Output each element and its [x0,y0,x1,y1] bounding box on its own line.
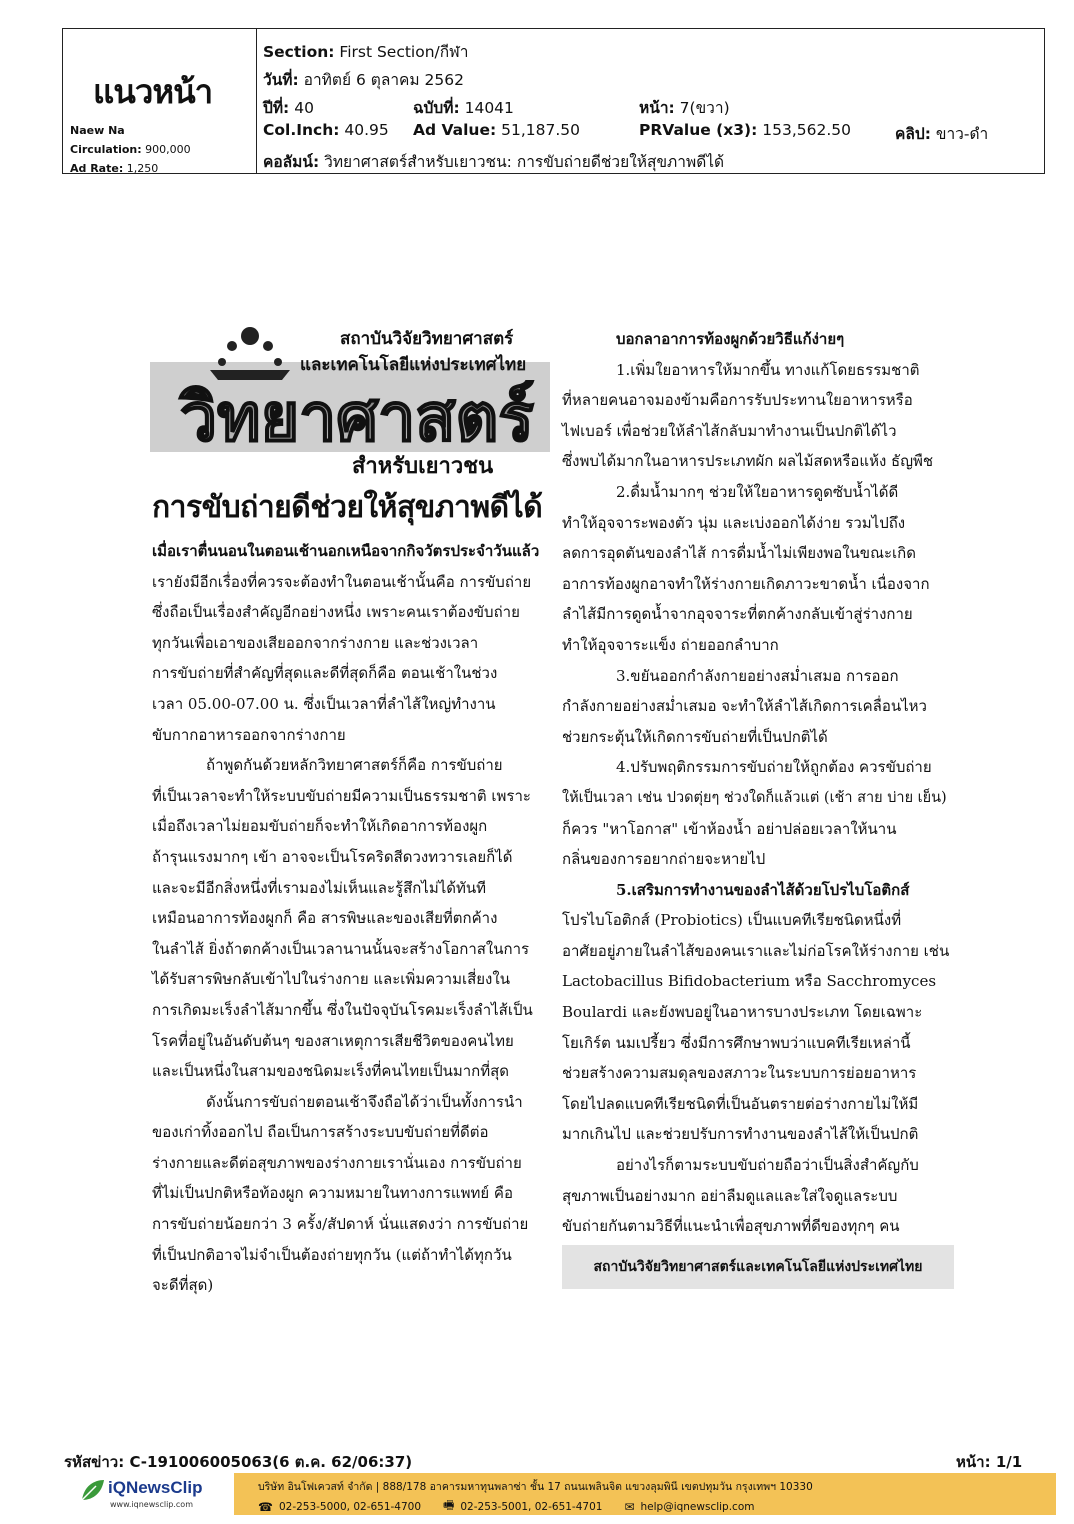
article-line: Boulardi และยังพบอยู่ในอาหารบางประเภท โดยเฉพาะ [562,1003,923,1022]
article-line: สุขภาพเป็นอย่างมาก อย่าลืมดูแลและใส่ใจดูแลระบบ [562,1186,898,1205]
ad-rate-label: Ad Rate: [70,162,124,175]
publication-box [63,29,257,173]
svg-text:และเทคโนโลยีแห่งประเทศไทย: และเทคโนโลยีแห่งประเทศไทย [300,355,527,375]
column-row [263,149,724,174]
article-line: Lactobacillus Bifidobacterium หรือ Sacchromyces [562,972,937,991]
article-line: ช่วยกระตุ้นให้เกิดการขับถ่ายที่เป็นปกติได้ [562,727,828,746]
article-line: เมื่อถึงเวลาไม่ยอมขับถ่ายก็จะทำให้เกิดอาการท้องผูก [152,817,488,836]
circulation-label: Circulation: [70,143,142,156]
article-line: โยเกิร์ต นมเปรี้ยว ซึ่งมีการศึกษาพบว่าแบคทีเรียเหล่านี้ [562,1033,911,1052]
news-code [64,1450,412,1474]
article-line: การเกิดมะเร็งลำไส้มากขึ้น ซึ่งในปัจจุบันโรคมะเร็งลำไส้เป็น [152,1000,533,1019]
article-line: ทุกวันเพื่อเอาของเสียออกจากร่างกาย และช่วงเวลา [152,633,479,652]
svg-text:วิทยาศาสตร์: วิทยาศาสตร์ [180,379,534,456]
article-line: และจะมีอีกสิ่งหนึ่งที่เรามองไม่เห็นและรู้สึกไม่ได้ทันที [152,878,487,897]
article-line: กำลังกายอย่างสม่ำเสมอ จะทำให้ลำไส้เกิดการเคลื่อนไหว [562,697,927,716]
article-line: ลดการอุดตันของลำไส้ การดื่มน้ำไม่เพียงพอในขณะเกิด [562,544,916,563]
article-line: ลำไส้มีการดูดน้ำจากอุจจาระที่ตกค้างกลับเข้าสู่ร่างกาย [562,605,913,624]
article-right-column [562,324,956,1242]
article-line: ซึ่งถือเป็นเรื่องสำคัญอีกอย่างหนึ่ง เพราะคนเราต้องขับถ่าย [152,603,520,622]
page-row [639,95,730,120]
date-label: วันที่: [263,71,299,89]
issue-value: 14041 [464,99,514,117]
news-code-time: (6 ต.ค. 62/06:37) [272,1453,413,1471]
article-headline: การขับถ่ายดีช่วยให้สุขภาพดีได้ [152,490,543,525]
article-line: 1.เพิ่มใยอาหารให้มากขึ้น ทางแก้โดยธรรมชาติ [616,360,920,379]
article-line: กลิ่นของการอยากถ่ายจะหายไป [562,850,766,869]
contact-bar [234,1473,1056,1515]
fax-icon: 🖷 [443,1498,455,1512]
footer-page-number [956,1450,1022,1474]
article-line: ถ้ารุนแรงมากๆ เข้า อาจจะเป็นโรคริดสีดวงทวารเลยก็ได้ [152,847,513,866]
date-value: อาทิตย์ 6 ตุลาคม 2562 [303,71,464,89]
article-line: ถ้าพูดกันด้วยหลักวิทยาศาสตร์ก็คือ การขับถ่าย [206,756,503,775]
article-line: อาการท้องผูกอาจทำให้ร่างกายเกิดภาวะขาดน้ำ เนื่องจาก [562,574,930,593]
article-line: เหมือนอาการท้องผูกก็ คือ สารพิษและของเสียที่ตกค้าง [152,909,498,928]
news-code-label: รหัสข่าว: [64,1453,125,1471]
phone-contact [258,1496,421,1517]
email-icon: ✉ [624,1499,635,1514]
article-line: เรายังมีอีกเรื่องที่ควรจะต้องทำในตอนเช้านั้นคือ การขับถ่าย [152,572,532,591]
article-line: โดยไปลดแบคทีเรียชนิดที่เป็นอันตรายต่อร่างกายไม่ให้มี [562,1094,919,1113]
article-line: ที่หลายคนอาจมองข้ามคือการรับประทานใยอาหารหรือ [562,391,913,410]
article-line: ในลำไส้ ยิ่งถ้าตกค้างเป็นเวลานานนั้นจะสร้างโอกาสในการ [152,939,530,958]
article-line: 5.เสริมการทำงานของลำไส้ด้วยโปรไบโอติกส์ [616,880,910,899]
clip-header [62,28,1045,174]
article-line: ทำให้อุจจาระพองตัว นุ่ม และเบ่งออกได้ง่าย รวมไปถึง [562,513,906,532]
article-line: 3.ขยันออกกำลังกายอย่างสม่ำเสมอ การออก [616,666,899,685]
colinch-row [263,121,389,139]
article-line: 4.ปรับพฤติกรรมการขับถ่ายให้ถูกต้อง ควรขับถ่าย [616,758,932,777]
article-line: เมื่อเราตื่นนอนในตอนเช้านอกเหนือจากกิจวัตรประจำวันแล้ว [152,542,540,560]
article-line: ให้เป็นเวลา เช่น ปวดตุ่ยๆ ช่วงใดก็แล้วแต่ (เช้า สาย บ่าย เย็น) [562,789,947,806]
footer-page-label: หน้า: [956,1453,991,1471]
page-value: 7(ขวา) [679,99,730,117]
circulation-value: 900,000 [145,143,191,156]
advalue-value: 51,187.50 [501,121,580,139]
newspaper-title: แนวหน้า [93,72,213,111]
fax-contact [443,1496,602,1517]
column-value: วิทยาศาสตร์สำหรับเยาวชน: การขับถ่ายดีช่วยให้สุขภาพดีได้ [324,153,725,171]
year-row [263,95,314,120]
article-line: ที่ไม่เป็นปกติหรือท้องผูก ความหมายในทางการแพทย์ คือ [152,1184,513,1203]
article-line: อาศัยอยู่ภายในลำไส้ของคนเราและไม่ก่อโรคให้ร่างกาย เช่น [562,941,950,960]
article-line: โรคที่อยู่ในอันดับต้นๆ ของสาเหตุการเสียชีวิตของคนไทย [152,1031,514,1050]
section-value: First Section/กีฬา [339,43,469,61]
paper-name-en: Naew Na [70,124,125,137]
column-subhead: สำหรับเยาวชน [352,454,494,479]
article-line: ขับถ่ายกันตามวิธีที่แนะนำเพื่อสุขภาพที่ดีของทุกๆ คน [562,1217,900,1236]
iqnewsclip-logo [76,1474,226,1514]
clip-row [895,121,988,146]
footer-page-value: 1/1 [995,1453,1023,1471]
article-line: จะดีที่สุด) [152,1276,214,1295]
brand-name: iQNewsClip [108,1478,203,1497]
article-line: ของเก่าทิ้งออกไป ถือเป็นการสร้างระบบขับถ่ายที่ดีต่อ [152,1123,489,1142]
email-value: help@iqnewsclip.com [640,1500,755,1513]
article-line: 2.ดื่มน้ำมากๆ ช่วยให้ใยอาหารดูดซับน้ำได้ดี [616,482,899,501]
article-line: โปรไบโอติกส์ (Probiotics) เป็นแบคทีเรียชนิดหนึ่งที่ [562,911,902,930]
advalue-row [413,121,580,139]
advalue-label: Ad Value: [413,121,497,139]
article-line: ขับกากอาหารออกจากร่างกาย [152,725,346,744]
article-line: การขับถ่ายที่สำคัญที่สุดและดีที่สุดก็คือ ตอนเช้าในช่วง [152,664,498,683]
section-label: Section: [263,43,335,61]
news-code-value: C-191006005063 [129,1453,273,1471]
article-line: ที่เป็นเวลาจะทำให้ระบบขับถ่ายมีความเป็นธรรมชาติ เพราะ [152,786,531,805]
article-line: ได้รับสารพิษกลับเข้าไปในร่างกาย และเพิ่มความเสี่ยงใน [152,970,510,989]
article-left-column [152,536,548,1301]
article-line: ช่วยสร้างความสมดุลของสภาวะในระบบการย่อยอาหาร [562,1064,917,1083]
publication-info [70,121,191,178]
contact-details [258,1496,755,1517]
issue-label: ฉบับที่: [413,99,460,117]
page-label: หน้า: [639,99,675,117]
colinch-value: 40.95 [344,121,389,139]
article-line: ซึ่งพบได้มากในอาหารประเภทผัก ผลไม้สดหรือแห้ง ธัญพืช [562,452,934,471]
issue-row [413,95,514,120]
phone-icon: ☎ [258,1499,273,1514]
ad-rate-value: 1,250 [126,162,159,175]
article-line: ทำให้อุจจาระแข็ง ถ่ายออกลำบาก [562,635,779,654]
article-line: บอกลาอาการท้องผูกด้วยวิธีแก้ง่ายๆ [616,330,845,348]
article-line: มากเกินไป และช่วยปรับการทำงานของลำไส้ให้เป็นปกติ [562,1125,919,1144]
article-line: ดังนั้นการขับถ่ายตอนเช้าจึงถือได้ว่าเป็นทั้งการนำ [206,1092,523,1111]
clip-label: คลิป: [895,125,931,143]
fax-value: 02-253-5001, 02-651-4701 [460,1500,603,1513]
year-label: ปีที่: [263,99,290,117]
prvalue-label: PRValue (x3): [639,121,758,139]
email-contact [624,1496,754,1517]
phone-value: 02-253-5000, 02-651-4700 [278,1500,422,1513]
leaf-icon [78,1476,106,1504]
article-credit: สถาบันวิจัยวิทยาศาสตร์และเทคโนโลยีแห่งประเทศไทย [562,1245,954,1289]
article-line: การขับถ่ายน้อยกว่า 3 ครั้ง/สัปดาห์ นั่นแสดงว่า การขับถ่าย [152,1215,529,1234]
article-line: และเป็นหนึ่งในสามของชนิดมะเร็งที่คนไทยเป็นมากที่สุด [152,1062,510,1081]
column-label: คอลัมน์: [263,153,320,171]
svg-text:สถาบันวิจัยวิทยาศาสตร์: สถาบันวิจัยวิทยาศาสตร์ [340,329,514,349]
colinch-label: Col.Inch: [263,121,340,139]
article-line: ร่างกายและดีต่อสุขภาพของร่างกายเรานั่นเอง การขับถ่าย [152,1153,522,1172]
article-line: ที่เป็นปกติอาจไม่จำเป็นต้องถ่ายทุกวัน (แต่ถ้าทำได้ทุกวัน [152,1245,512,1264]
prvalue-row [639,121,851,139]
company-address: บริษัท อินโฟเควสท์ จำกัด | 888/178 อาคารมหาทุนพลาซ่า ชั้น 17 ถนนเพลินจิต แขวงลุมพินี เขตปทุมวัน กรุงเทพฯ 10330 [258,1481,813,1493]
brand-url: www.iqnewsclip.com [110,1500,193,1509]
prvalue-value: 153,562.50 [762,121,851,139]
date-row [263,67,464,92]
article-line: อย่างไรก็ตามระบบขับถ่ายถือว่าเป็นสิ่งสำคัญกับ [616,1156,919,1175]
article-line: ไฟเบอร์ เพื่อช่วยให้ลำไส้กลับมาทำงานเป็นปกติได้ไว [562,421,897,440]
year-value: 40 [294,99,314,117]
section-row [263,39,468,64]
article-line: เวลา 05.00-07.00 น. ซึ่งเป็นเวลาที่ลำไส้ใหญ่ทำงาน [152,694,496,713]
clip-value: ขาว-ดำ [935,125,989,143]
article-line: ก็ควร "หาโอกาส" เข้าห้องน้ำ อย่าปล่อยเวลาให้นาน [562,819,897,838]
